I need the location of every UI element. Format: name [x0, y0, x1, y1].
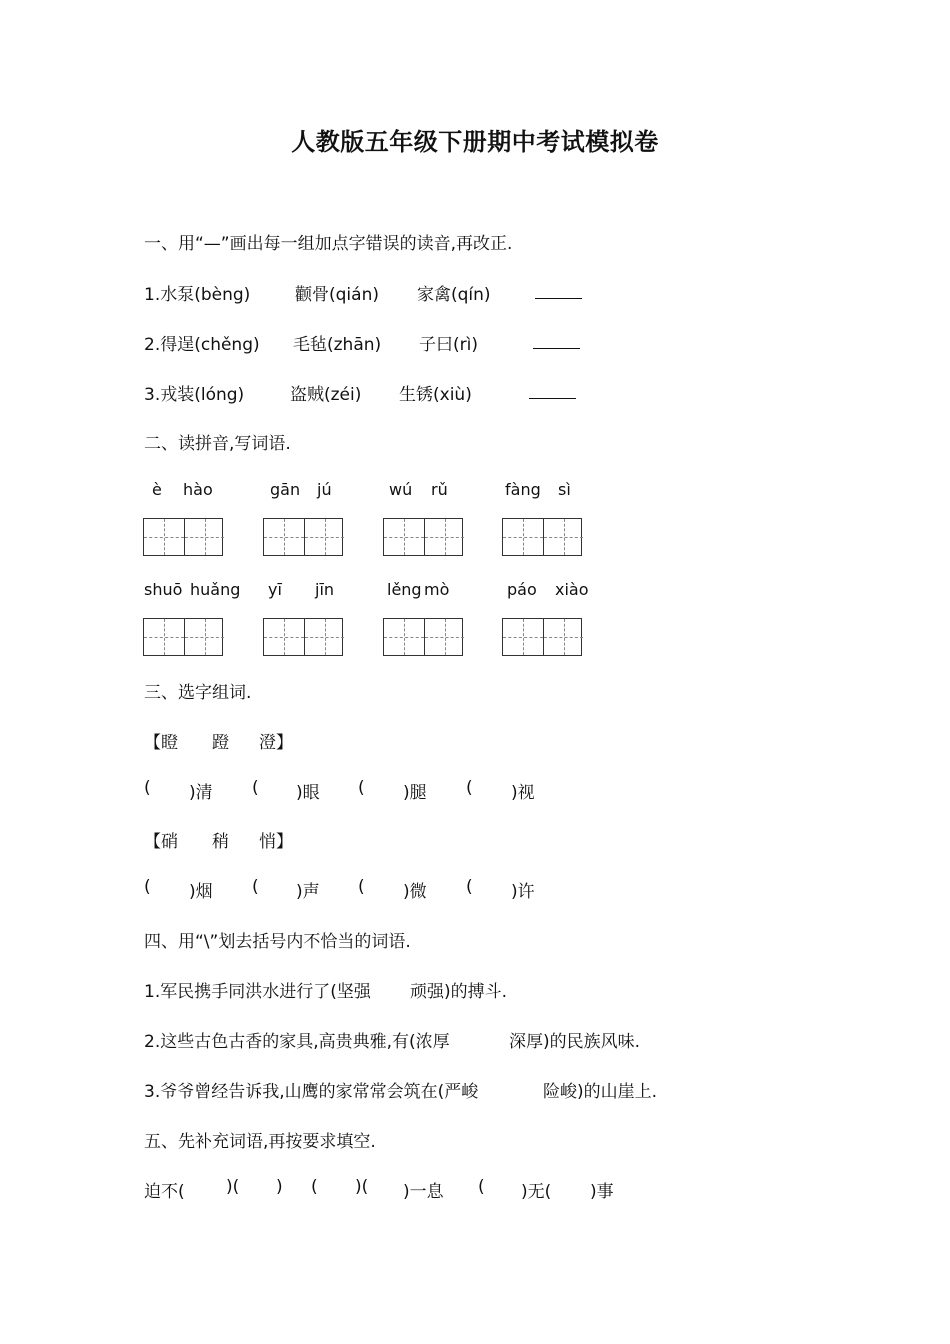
section-2-heading: 二、读拼音,写词语.: [144, 434, 291, 454]
word-blank-5[interactable]: )烟: [189, 882, 213, 902]
word-blank-6[interactable]: )声: [296, 882, 320, 902]
s1-row3-item3: 生锈(xiù): [399, 385, 472, 405]
word-blank-2[interactable]: )眼: [296, 783, 320, 803]
writing-grid[interactable]: [143, 618, 223, 656]
char-group-1-a: 【瞪: [144, 733, 178, 753]
paren-open: (: [252, 778, 259, 798]
pinyin-3b: rǔ: [431, 480, 448, 499]
s4-item1-part2: 顽强)的搏斗.: [410, 982, 508, 1002]
s1-row2-answer-blank[interactable]: [533, 332, 580, 349]
char-group-2-b: 稍: [212, 832, 229, 852]
char-group-1-b: 蹬: [212, 733, 229, 753]
pinyin-4a: fàng: [505, 480, 541, 499]
s1-row2-item1: 2.得逞(chěng): [144, 335, 260, 355]
s1-row1-item3: 家禽(qín): [417, 285, 491, 305]
pinyin-3a: wú: [389, 480, 413, 499]
s4-item2-part1: 2.这些古色古香的家具,高贵典雅,有(浓厚: [144, 1032, 450, 1052]
writing-grid[interactable]: [383, 618, 463, 656]
paren-open: (: [144, 877, 151, 897]
section-4-heading: 四、用“\”划去括号内不恰当的词语.: [144, 932, 411, 952]
word-blank-7[interactable]: )微: [403, 882, 427, 902]
pinyin-5b: huǎng: [190, 580, 241, 599]
pinyin-2b: jú: [317, 480, 332, 499]
writing-grid[interactable]: [263, 518, 343, 556]
paren-open: (: [144, 778, 151, 798]
pinyin-1b: hào: [183, 480, 213, 499]
pinyin-5a: shuō: [144, 580, 183, 599]
s1-row1-item1: 1.水泵(bèng): [144, 285, 251, 305]
word-blank-1[interactable]: )清: [189, 783, 213, 803]
s1-row3-item2: 盗贼(zéi): [290, 385, 362, 405]
char-group-1-c: 澄】: [259, 733, 293, 753]
s1-row1-answer-blank[interactable]: [535, 282, 582, 299]
writing-grid[interactable]: [263, 618, 343, 656]
char-group-2-c: 悄】: [259, 832, 293, 852]
idiom-1-start: 迫不(: [144, 1182, 185, 1202]
word-blank-4[interactable]: )视: [511, 783, 535, 803]
pinyin-2a: gān: [270, 480, 301, 499]
idiom-3-blank[interactable]: )无(: [521, 1182, 552, 1202]
paren-open: (: [466, 877, 473, 897]
pinyin-1a: è: [152, 480, 162, 499]
s4-item3-part2: 险峻)的山崖上.: [543, 1082, 658, 1102]
section-1-heading: 一、用“—”画出每一组加点字错误的读音,再改正.: [144, 234, 513, 254]
pinyin-8a: páo: [507, 580, 537, 599]
idiom-2-blank[interactable]: )(: [355, 1177, 369, 1197]
pinyin-4b: sì: [558, 480, 571, 499]
paren-open: (: [358, 778, 365, 798]
word-blank-8[interactable]: )许: [511, 882, 535, 902]
s4-item2-part2: 深厚)的民族风味.: [509, 1032, 641, 1052]
page-title: 人教版五年级下册期中考试模拟卷: [291, 128, 659, 156]
pinyin-6a: yī: [268, 580, 282, 599]
writing-grid[interactable]: [383, 518, 463, 556]
paren-open: (: [466, 778, 473, 798]
s4-item3-part1: 3.爷爷曾经告诉我,山鹰的家常常会筑在(严峻: [144, 1082, 479, 1102]
s1-row3-answer-blank[interactable]: [529, 382, 576, 399]
s1-row3-item1: 3.戎装(lóng): [144, 385, 245, 405]
idiom-1-blank[interactable]: )(: [226, 1177, 240, 1197]
s4-item1-part1: 1.军民携手同洪水进行了(坚强: [144, 982, 371, 1002]
section-3-heading: 三、选字组词.: [144, 683, 252, 703]
pinyin-7b: mò: [424, 580, 450, 599]
idiom-3-start: (: [478, 1177, 485, 1197]
section-5-heading: 五、先补充词语,再按要求填空.: [144, 1132, 376, 1152]
idiom-2-start: (: [311, 1177, 318, 1197]
s1-row2-item3: 子曰(rì): [419, 335, 478, 355]
pinyin-8b: xiào: [555, 580, 589, 599]
writing-grid[interactable]: [143, 518, 223, 556]
idiom-3-end: )事: [590, 1182, 614, 1202]
writing-grid[interactable]: [502, 618, 582, 656]
idiom-1-end: ): [276, 1177, 283, 1197]
s1-row2-item2: 毛毡(zhān): [293, 335, 382, 355]
char-group-2-a: 【硝: [144, 832, 178, 852]
word-blank-3[interactable]: )腿: [403, 783, 427, 803]
writing-grid[interactable]: [502, 518, 582, 556]
paren-open: (: [252, 877, 259, 897]
idiom-2-end: )一息: [403, 1182, 444, 1202]
paren-open: (: [358, 877, 365, 897]
s1-row1-item2: 颧骨(qián): [295, 285, 379, 305]
pinyin-6b: jīn: [315, 580, 335, 599]
pinyin-7a: lěng: [387, 580, 422, 599]
